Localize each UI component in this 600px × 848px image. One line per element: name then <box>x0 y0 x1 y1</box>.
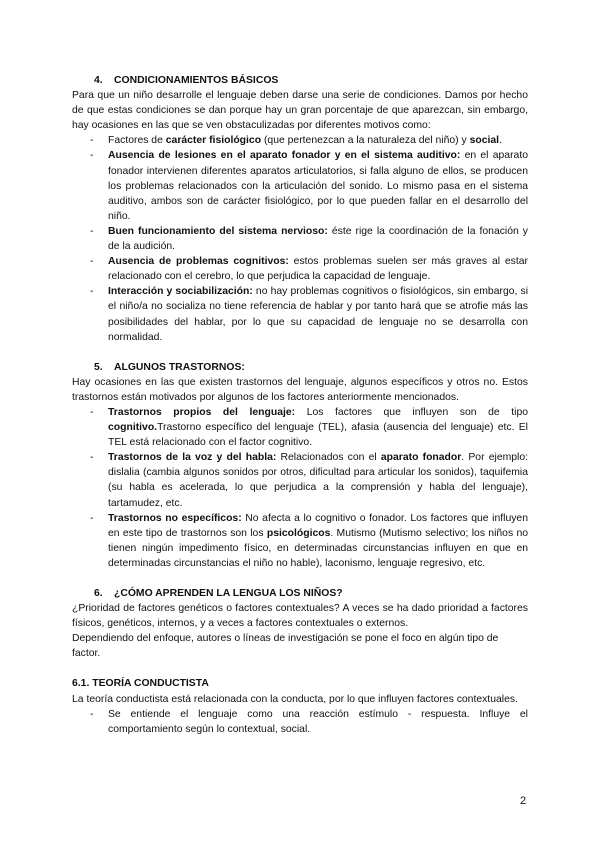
section-5-number: 5. <box>94 361 103 373</box>
section-5-list <box>72 405 528 571</box>
section-6-number: 6. <box>94 588 103 599</box>
list-item: - Buen funcionamiento del sistema nervioso: éste rige la coordinación de la fonación y de la audición. <box>90 225 528 253</box>
section-4-title: CONDICIONAMIENTOS BÁSICOS <box>114 75 279 86</box>
list-item: - Trastornos de la voz y del habla: Relacionados con el aparato fonador. Por ejemplo: dislalia (cambia algunos sonidos por otros, dificultad para articular los sonidos), taquifemia (su habla es acelerada, lo que perjudica a la comprensión y habla del lenguaje), tartamudez, etc. <box>90 452 529 509</box>
section-6-paragraph-2: Dependiendo del enfoque, autores o líneas de investigación se pone el foco en algún tipo de factor. <box>72 633 499 660</box>
section-5-intro: Hay ocasiones en las que existen trastornos del lenguaje, algunos específicos y otros no. Estos trastornos están motivados por algunos de los factores anteriormente mencionados. <box>72 376 528 403</box>
list-item: - Se entiende el lenguaje como una reacción estímulo - respuesta. Influye el comportamiento según lo contextual, social. <box>90 708 528 735</box>
section-4-heading <box>72 73 528 88</box>
list-item: - Factores de carácter fisiológico (que pertenezcan a la naturaleza del niño) y social. <box>90 135 502 147</box>
section-6-1-paragraph: La teoría conductista está relacionada con la conducta, por lo que influyen factores contextuales. <box>72 693 518 705</box>
list-item: - Interacción y sociabilización: no hay problemas cognitivos o fisiológicos, sin embargo, si el niño/a no socializa no tiene referencia de hablar y por tanto hará que se atrofie más las posibilidades del hablar, por lo que su capacidad de lenguaje no se desarrolla con normalidad. <box>90 286 529 343</box>
section-6-heading <box>72 586 528 601</box>
section-6-paragraph-1: ¿Prioridad de factores genéticos o factores contextuales? A veces se ha dado prioridad a factores físicos, genéticos, internos, y a veces a factores contextuales o externos. <box>72 603 528 630</box>
page-content <box>72 73 528 737</box>
section-4-list <box>72 133 528 344</box>
section-4-intro: Para que un niño desarrolle el lenguaje deben darse una serie de condiciones. Damos por hecho de que estas condiciones se dan porque hay un gran porcentaje de que aparezcan, sin embargo, hay ocasiones en las que se ven obstaculizadas por diferentes motivos como: <box>72 90 528 132</box>
section-6-title: ¿CÓMO APRENDEN LA LENGUA LOS NIÑOS? <box>114 588 343 599</box>
section-5-title: ALGUNOS TRASTORNOS: <box>114 361 245 373</box>
list-item: - Ausencia de problemas cognitivos: estos problemas suelen ser más graves al estar relacionado con el cerebro, lo que perjudica la capacidad de lenguaje. <box>90 256 528 283</box>
list-item: - Ausencia de lesiones en el aparato fonador y en el sistema auditivo: en el aparato fonador intervienen diferentes aparatos articulatorios, si falla alguno de ellos, se producen los problemas relacionados con la articulación del sonido. Lo mismo pasa en el sistema auditivo, ambos son de carácter fisiológico, por lo que pueden fallar en el desarrollo del niño. <box>90 150 528 222</box>
list-item: - Trastornos propios del lenguaje: Los factores que influyen son de tipo cognitivo.Trastorno específico del lenguaje (TEL), afasia (ausencia del lenguaje) etc. El TEL está relacionado con el factor cognitivo. <box>90 406 528 449</box>
section-6-1-list <box>72 707 528 737</box>
section-4-number: 4. <box>94 75 103 86</box>
list-item: - Trastornos no específicos: No afecta a lo cognitivo o fonador. Los factores que influyen en este tipo de trastornos son los psicológicos. Mutismo (Mutismo selectivo; los niños no tienen ningún impedimento físico, en determinadas circunstancias influyen en que en determinadas circunstancias el niño no hable), laconismo, lenguaje regresivo, etc. <box>90 512 529 569</box>
page-number: 2 <box>520 795 527 807</box>
section-6-1-heading: 6.1. TEORÍA CONDUCTISTA <box>72 678 209 690</box>
section-5-heading <box>72 360 528 375</box>
